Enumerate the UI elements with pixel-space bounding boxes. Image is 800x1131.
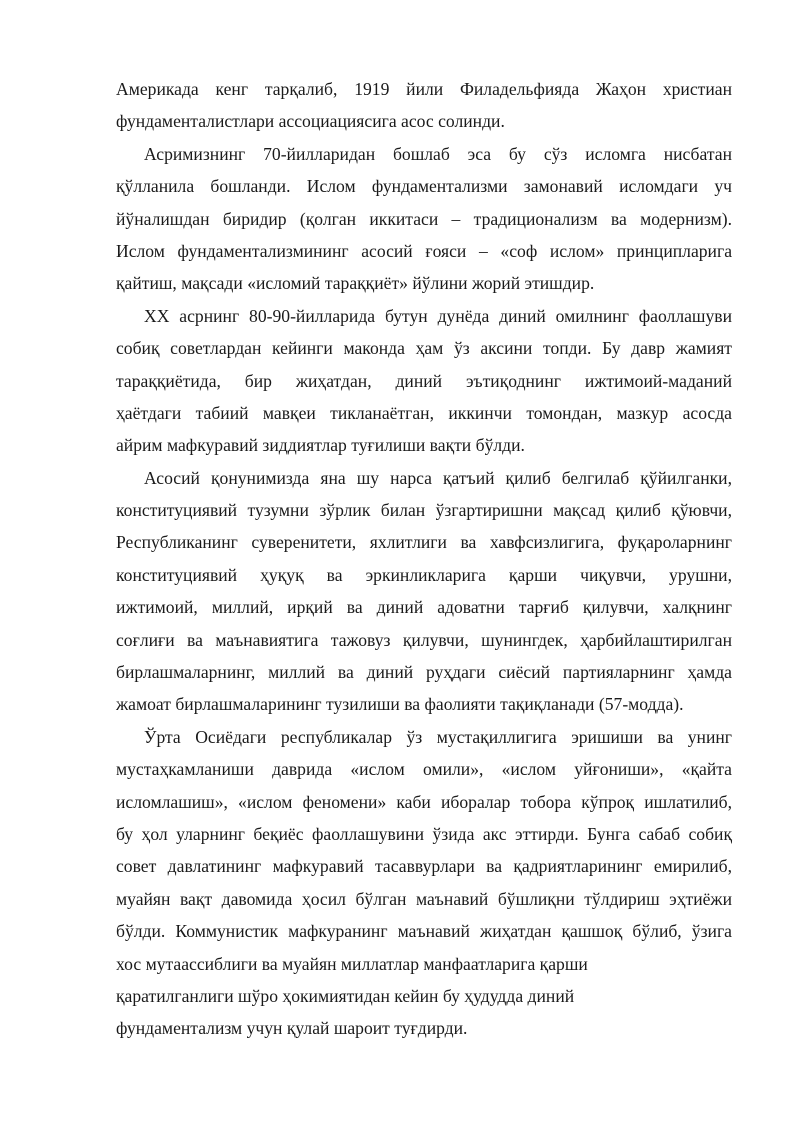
text-line: айрим мафкуравий зиддиятлар туғилиши вақти бўлди. [116, 435, 525, 456]
text-line: Америкада кенг тарқалиб, 1919 йили Филадельфияда Жаҳон христиан [116, 79, 732, 99]
text-line: XX асрнинг 80-90-йилларида бутун дунёда диний омилнинг фаоллашуви [144, 305, 732, 326]
text-line: бўлди. Коммунистик мафкуранинг маънавий жиҳатдан қашшоқ бўлиб, ўзига [116, 921, 732, 942]
text-line: совет давлатининг мафкуравий тасаввурлари ва қадриятларининг емирилиб, [116, 856, 732, 877]
text-line: фундаменталистлари ассоциациясига асос солинди. [116, 111, 505, 132]
text-line: ижтимоий, миллий, ирқий ва диний адоватни тарғиб қилувчи, халқнинг [116, 597, 732, 618]
text-line: конституциявий тузумни зўрлик билан ўзгартиришни мақсад қилиб қўювчи, [116, 500, 732, 521]
text-line: соғлиғи ва маънавиятига тажовуз қилувчи, шунингдек, ҳарбийлаштирилган [116, 629, 732, 650]
paragraph-3 [116, 300, 732, 462]
text-line: Асосий қонунимизда яна шу нарса қатъий қилиб белгилаб қўйилганки, [144, 467, 732, 488]
text-line: қайтиш, мақсади «исломий тараққиёт» йўлини жорий этишдир. [116, 273, 595, 294]
text-line: мустаҳкамланиши даврида «ислом омили», «ислом уйғониши», «қайта [116, 759, 732, 780]
text-line: фундаментализм учун қулай шароит туғдирди. [116, 1018, 468, 1039]
text-line: бу ҳол уларнинг беқиёс фаоллашувини ўзида акс эттирди. Бунга сабаб собиқ [116, 823, 732, 844]
text-line: Асримизнинг 70-йилларидан бошлаб эса бу сўз исломга нисбатан [144, 143, 732, 164]
text-line: Ислом фундаментализмининг асосий ғояси – «соф ислом» принципларига [116, 240, 732, 261]
text-line: Ўрта Осиёдаги республикалар ўз мустақиллигига эришиши ва унинг [144, 726, 732, 747]
text-line: исломлашиш», «ислом феномени» каби иборалар тобора кўпроқ ишлатилиб, [116, 791, 732, 812]
paragraph-5 [116, 721, 732, 1045]
paragraph-4 [116, 462, 732, 721]
text-line: ҳаётдаги табиий мавқеи тикланаётган, иккинчи томондан, мазкур асосда [116, 402, 732, 423]
text-line: жамоат бирлашмаларининг тузилиши ва фаолияти тақиқланади (57-модда). [116, 694, 684, 715]
text-line: бирлашмаларнинг, миллий ва диний руҳдаги сиёсий партияларнинг ҳамда [116, 662, 732, 683]
text-line: хос мутаассиблиги ва муайян миллатлар манфаатларига қарши [116, 953, 588, 974]
paragraph-2 [116, 138, 732, 300]
text-line: конституциявий ҳуқуқ ва эркинликларига қарши чиқувчи, урушни, [116, 564, 732, 585]
paragraph-1 [116, 73, 732, 138]
text-line: қўлланила бошланди. Ислом фундаментализми замонавий исломдаги уч [116, 176, 732, 197]
text-line: тараққиётида, бир жиҳатдан, диний эътиқоднинг ижтимоий-маданий [116, 370, 732, 391]
text-line: қаратилганлиги шўро ҳокимиятидан кейин бу ҳудудда диний [116, 985, 575, 1006]
text-line: муайян вақт давомида ҳосил бўлган маънавий бўшлиқни тўлдириш эҳтиёжи [116, 888, 732, 909]
document-page [116, 73, 732, 1045]
text-line: собиқ советлардан кейинги маконда ҳам ўз аксини топди. Бу давр жамият [116, 338, 732, 359]
text-line: йўналишдан биридир (қолган иккитаси – традиционализм ва модернизм). [116, 208, 732, 229]
text-line: Республиканинг суверенитети, яхлитлиги ва хавфсизлигига, фуқароларнинг [116, 532, 732, 553]
